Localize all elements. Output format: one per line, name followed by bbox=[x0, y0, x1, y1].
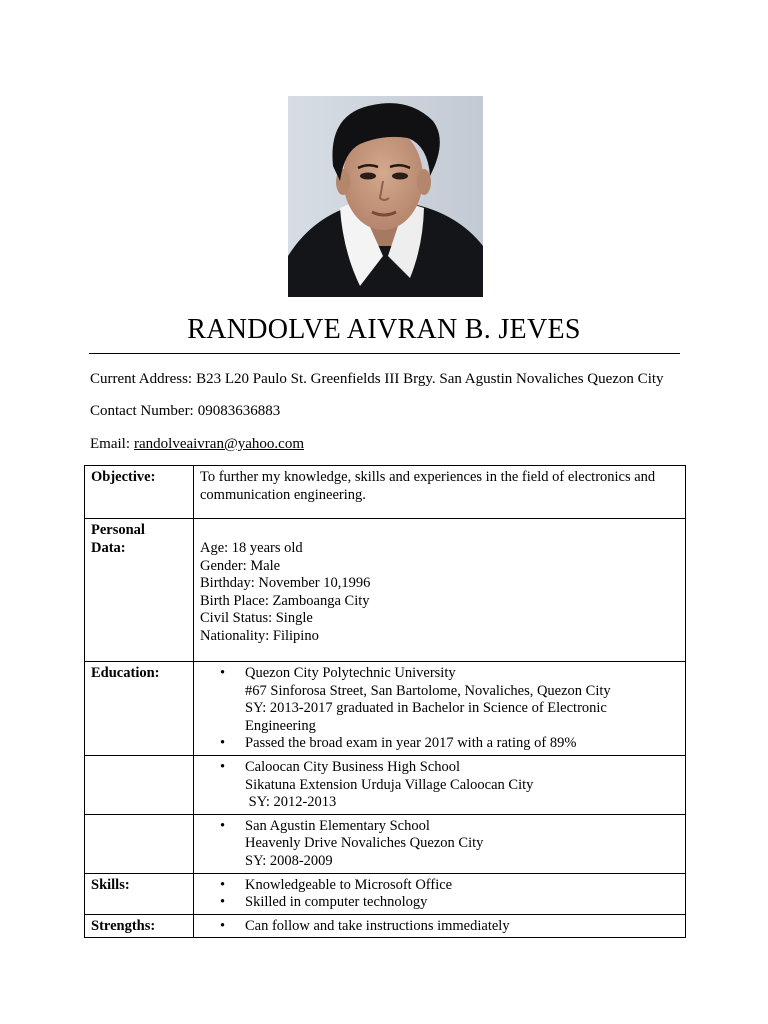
high-school-sy: SY: 2012-2013 bbox=[245, 794, 337, 811]
personal-data-row bbox=[85, 519, 686, 662]
education-high-school bbox=[194, 755, 686, 814]
education-label: Education: bbox=[85, 662, 194, 756]
college-sy: SY: 2013-2017 graduated in Bachelor in Science of Electronic Engineering bbox=[245, 700, 607, 734]
objective-text: To further my knowledge, skills and experiences in the field of electronics and communication engineering. bbox=[194, 466, 686, 519]
empty-label-cell bbox=[85, 755, 194, 814]
objective-row bbox=[85, 466, 686, 519]
email-link[interactable]: randolveaivran@yahoo.com bbox=[134, 436, 305, 452]
birth-place: Birth Place: Zamboanga City bbox=[200, 592, 370, 609]
personal-label-line2: Data: bbox=[91, 539, 126, 556]
personal-data-details bbox=[194, 519, 686, 662]
education-elementary bbox=[194, 814, 686, 873]
strengths-row bbox=[85, 914, 686, 938]
education-row-high-school bbox=[85, 755, 686, 814]
elementary-sy: SY: 2008-2009 bbox=[245, 852, 333, 869]
education-college bbox=[194, 662, 686, 756]
list-item: • Can follow and take instructions immediately bbox=[245, 918, 679, 936]
education-row-elementary bbox=[85, 814, 686, 873]
college-address: #67 Sinforosa Street, San Bartolome, Novaliches, Quezon City bbox=[245, 682, 611, 699]
applicant-name: RANDOLVE AIVRAN B. JEVES bbox=[187, 314, 581, 345]
email-label: Email: bbox=[90, 436, 130, 452]
gender: Gender: Male bbox=[200, 557, 281, 574]
high-school-name: • Caloocan City Business High School bbox=[245, 758, 461, 775]
elementary-address: Heavenly Drive Novaliches Quezon City bbox=[245, 835, 484, 852]
resume-table bbox=[84, 465, 686, 938]
list-item bbox=[245, 665, 679, 735]
skills-label: Skills: bbox=[85, 873, 194, 914]
elementary-name: • San Agustin Elementary School bbox=[245, 817, 430, 834]
strengths-label: Strengths: bbox=[85, 914, 194, 938]
skills-list bbox=[194, 873, 686, 914]
objective-label: Objective: bbox=[85, 466, 194, 519]
list-item bbox=[245, 759, 679, 812]
list-item: • Skilled in computer technology bbox=[245, 894, 679, 912]
list-item: • Knowledgeable to Microsoft Office bbox=[245, 877, 679, 895]
skills-row bbox=[85, 873, 686, 914]
civil-status: Civil Status: Single bbox=[200, 610, 313, 627]
contact-number-label: Contact Number: bbox=[90, 403, 194, 419]
contact-number-value: 09083636883 bbox=[197, 403, 281, 419]
list-item bbox=[245, 818, 679, 871]
age: Age: 18 years old bbox=[200, 540, 303, 556]
email-line bbox=[90, 435, 304, 453]
education-row-college bbox=[85, 662, 686, 756]
college-name: • Quezon City Polytechnic University bbox=[245, 665, 456, 681]
header-divider bbox=[89, 353, 680, 354]
address-value: B23 L20 Paulo St. Greenfields III Brgy. San Agustin Novaliches Quezon City bbox=[196, 371, 664, 387]
list-item bbox=[245, 735, 679, 753]
nationality: Nationality: Filipino bbox=[200, 627, 319, 644]
strengths-list bbox=[194, 914, 686, 938]
address-line bbox=[90, 370, 664, 388]
birthday: Birthday: November 10,1996 bbox=[200, 575, 371, 592]
board-exam: Passed the broad exam in year 2017 with a rating of 89% bbox=[245, 735, 577, 752]
personal-label-line1: Personal bbox=[91, 522, 145, 538]
profile-photo bbox=[288, 96, 483, 297]
empty-label-cell bbox=[85, 814, 194, 873]
address-label: Current Address: bbox=[90, 371, 193, 387]
personal-data-label bbox=[85, 519, 194, 662]
contact-number-line bbox=[90, 402, 280, 420]
high-school-address: Sikatuna Extension Urduja Village Caloocan City bbox=[245, 776, 534, 793]
